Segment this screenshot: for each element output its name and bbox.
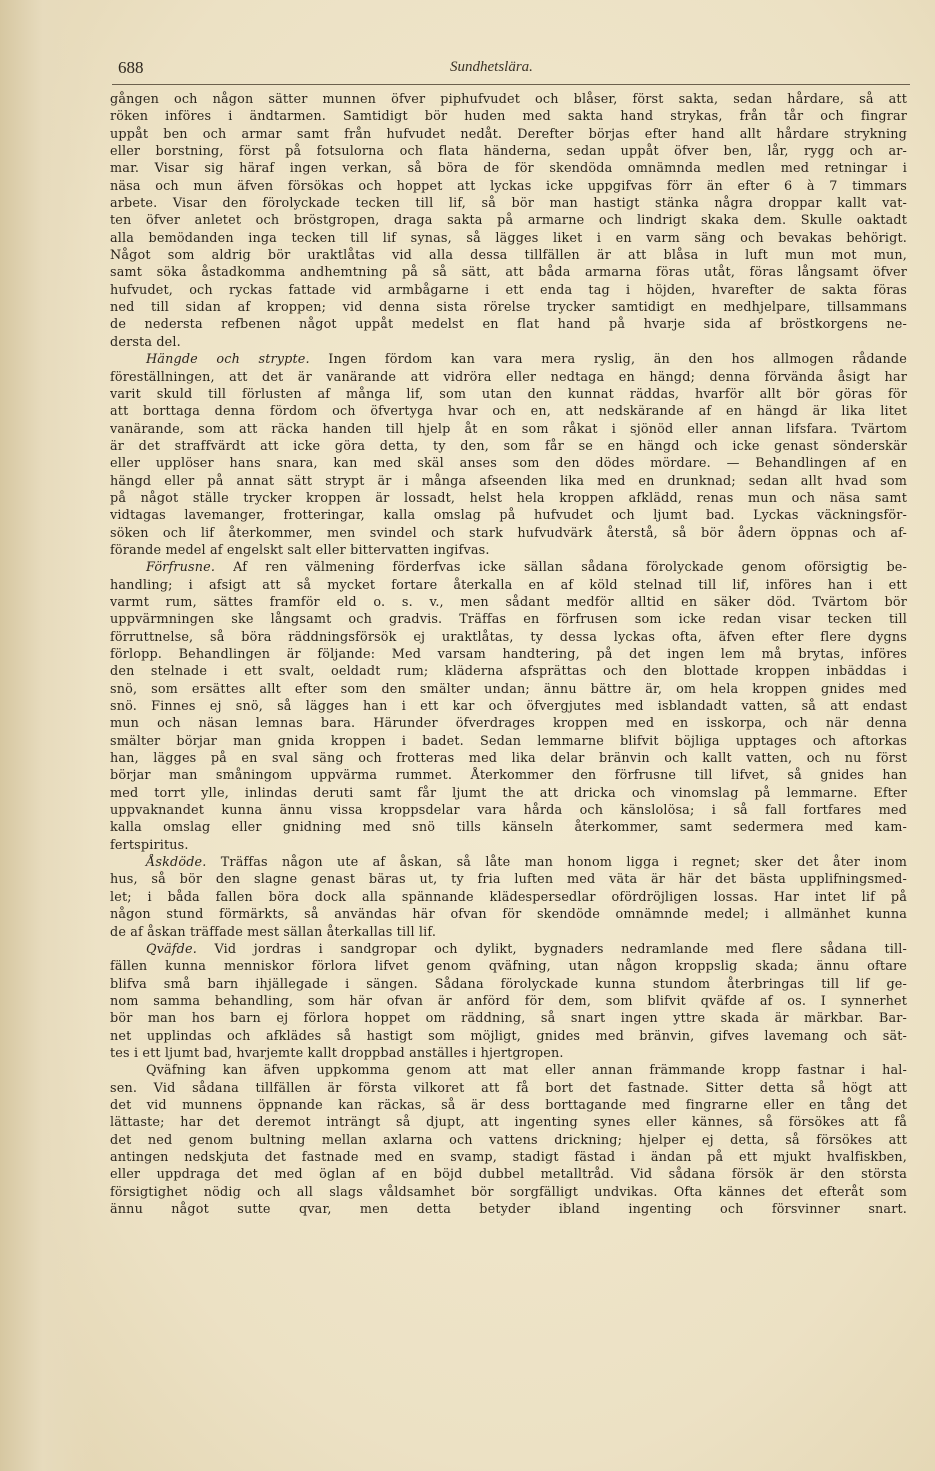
text-line: samt söka åstadkomma andhemtning på så sätt, att båda armarna föras utåt, föras långsamt öfver <box>110 265 907 281</box>
text-line: vanärande, som att räcka handen till hjelp åt en som råkat i sjönöd eller annan lifsfara. Tvärtom <box>110 421 907 437</box>
text-line: antingen nedskjuta det fastnade med en svamp, stadigt fästad i ändan på ett mjukt hvalfiskben, <box>110 1149 907 1165</box>
text-line: Qväfning kan äfven uppkomma genom att mat eller annan främmande kropp fastnar i hal- <box>146 1063 907 1079</box>
text-line: vidtagas lavemanger, frotteringar, kalla omslag på hufvudet och ljumt bad. Lyckas väckningsför- <box>110 508 907 524</box>
text-line: handling; i afsigt att så mycket fortare återkalla en af köld stelnad till lif, införes han i ett <box>110 577 907 593</box>
text-line: uppåt ben och armar samt från hufvudet nedåt. Derefter börjas efter hand allt hårdare strykning <box>110 126 907 142</box>
text-line: uppvaknandet kunna ännu vissa kroppsdelar vara hårda och känslolösa; i så fall fortfares med <box>110 803 907 819</box>
text-line: han, lägges på en sval säng och frotteras med lika delar bränvin och kallt vatten, och nu först <box>110 751 907 767</box>
text-line: den stelnade i ett svalt, oeldadt rum; kläderna afsprättas och den blottade kroppen inbäddas i <box>110 664 907 680</box>
text-line: eller uppdraga det med öglan af en böjd dubbel metalltråd. Vid sådana försök är den största <box>110 1167 907 1183</box>
text-line: de nedersta refbenen något uppåt medelst en flat hand på hvarje sida af bröstkorgens ne- <box>110 317 907 333</box>
section-heading-line: Åskdöde. Träffas någon ute af åskan, så låte man honom ligga i regnet; sker det åter inom <box>146 855 907 871</box>
text-line: bör man hos barn ej förlora hoppet om räddning, så snart ingen yttre skada är märkbar. Bar- <box>110 1011 907 1027</box>
text-line: på något ställe trycker kroppen är lossadt, helst hela kroppen afklädd, renas mun och näsa samt <box>110 490 907 506</box>
text-line: ned till sidan af kroppen; vid denna sista rörelse trycker samtidigt en medhjelpare, tillsammans <box>110 300 907 316</box>
text-line: gången och någon sätter munnen öfver piphufvudet och blåser, först sakta, sedan hårdare, så att <box>110 92 907 107</box>
text-line: det vid munnens öppnande kan räckas, så är dess borttagande med fingrarne eller en tång det <box>110 1097 907 1113</box>
running-title: Sundhetslära. <box>450 59 533 75</box>
text-line: mun och näsan lemnas bara. Härunder öfverdrages kroppen med en isskorpa, och när denna <box>110 716 907 732</box>
text-line: föreställningen, att det är vanärande att vidröra eller nedtaga en hängd; denna förvända åsigt har <box>110 369 907 385</box>
text-line: uppvärmningen ske långsamt och gradvis. Träffas en förfrusen som icke redan visar tecken till <box>110 612 907 628</box>
text-line: lättaste; har det deremot inträngt så djupt, att ingenting synes eller kännes, så försökes att få <box>110 1115 907 1131</box>
text-line: näsa och mun äfven försökas och hoppet att lyckas icke uppgifvas förr än efter 6 à 7 timmars <box>110 178 907 194</box>
text-line: alla bemödanden inga tecken till lif synas, så lägges liket i en varm säng och bevakas behörigt. <box>110 230 907 246</box>
text-line: let; i båda fallen böra dock alla spännande klädespersedlar ofördröjligen lossas. Har intet lif på <box>110 889 907 905</box>
section-heading: Qväfde. <box>146 941 197 957</box>
text-line: någon stund förmärkts, så användas här ofvan för skendöde omnämnde medel; i allmänhet kunna <box>110 907 907 923</box>
text-line: hängd eller på annat sätt strypt är i många afseenden lika med en drunknad; sedan allt hvad som <box>110 473 907 489</box>
text-line: dersta del. <box>110 334 181 350</box>
text-line: sen. Vid sådana tillfällen är första vilkoret att få bort det fastnade. Sitter detta så högt att <box>110 1080 907 1096</box>
text-line: varmt rum, sättes framför eld o. s. v., men sådant medför alltid en säker död. Tvärtom bör <box>110 594 907 610</box>
text-line: det ned genom bultning mellan axlarna och vattens drickning; hjelper ej detta, så försökes att <box>110 1132 907 1148</box>
text-line: hufvudet, och ryckas fattade vid armbågarne i ett enda tag i höjden, hvarefter de sakta föras <box>110 282 907 298</box>
header-rule <box>112 84 910 85</box>
text-line: eller upplöser hans snara, kan med skäl anses som den dödes mördare. — Behandlingen af en <box>110 456 907 472</box>
text-line: snö, som ersättes allt efter som den smälter undan; ännu bättre är, om hela kroppen gnides med <box>110 681 907 697</box>
text-line: blifva små barn ihjällegade i sängen. Sådana förolyckade kunna stundom återbringas till lif ge- <box>110 976 907 992</box>
section-heading-line: Hängde och strypte. Ingen fördom kan vara mera ryslig, än den hos allmogen rådande <box>146 352 907 368</box>
text-line: försigtighet nödig och all slags våldsamhet bör sorgfälligt undvikas. Ofta kännes det efteråt som <box>110 1184 907 1200</box>
page-header <box>118 58 908 82</box>
text-line: eller borstning, först på fotsulorna och flata händerna, sedan uppåt öfver ben, lår, rygg och ar- <box>110 144 907 160</box>
page-gutter-shadow <box>0 0 95 1471</box>
text-line: mar. Visar sig häraf ingen verkan, så böra de för skendöda omnämnda medlen med retningar i <box>110 161 907 177</box>
text-line: tes i ett ljumt bad, hvarjemte kallt droppbad anställes i hjertgropen. <box>110 1045 564 1061</box>
text-line: hus, så bör den slagne genast bäras ut, ty fria luften med väta är här det bästa upplifningsmed- <box>110 872 907 888</box>
text-line: nom samma behandling, som här ofvan är anförd för dem, som blifvit qväfde af os. I synnerhet <box>110 993 907 1009</box>
text-line: att borttaga denna fördom och öfvertyga hvar och en, att nedskärande af en hängd är lika litet <box>110 404 907 420</box>
text-line: söken och lif återkommer, men svindel och stark hufvudvärk återstå, så bör ådern öppnas och af- <box>110 525 907 541</box>
body-text <box>110 91 907 1236</box>
section-heading: Åskdöde. <box>146 855 207 871</box>
section-heading: Förfrusne. <box>146 560 216 576</box>
section-heading-line: Förfrusne. Af ren välmening förderfvas icke sällan sådana förolyckade genom oförsigtig be- <box>146 560 907 576</box>
page-number: 688 <box>118 58 144 77</box>
text-line: Något som aldrig bör uraktlåtas vid alla dessa tillfällen är att blåsa in luft mun mot mun, <box>110 248 907 264</box>
text-line: börjar man småningom uppvärma rummet. Återkommer den förfrusne till lifvet, så gnides han <box>110 768 907 784</box>
text-line: fertspiritus. <box>110 837 189 853</box>
section-heading: Hängde och strypte. <box>146 352 310 368</box>
text-line: förruttnelse, så böra räddningsförsök ej uraktlåtas, ty dessa lyckas ofta, äfven efter flere dygns <box>110 629 907 645</box>
text-line: ten öfver anletet och bröstgropen, draga sakta på armarne och lindrigt skaka dem. Skulle oaktadt <box>110 213 907 229</box>
text-line: förlopp. Behandlingen är följande: Med varsam handtering, på det ingen lem må brytas, införes <box>110 647 907 662</box>
text-line: är det straffvärdt att icke göra detta, ty den, som får se en hängd och icke genast sönderskär <box>110 438 907 454</box>
text-line: förande medel af engelskt salt eller bittervatten ingifvas. <box>110 542 490 558</box>
text-line: net upplindas och afklädes så hastigt som möjligt, gnides med bränvin, gifves lavemang och sät- <box>110 1028 907 1044</box>
text-line: ännu något sutte qvar, men detta betyder ibland ingenting och försvinner snart. <box>110 1202 907 1217</box>
text-line: varit skuld till förlusten af många lif, som utan den kunnat räddas, hvarför allt bör göras för <box>110 386 907 402</box>
text-line: snö. Finnes ej snö, så lägges han i ett kar och öfvergjutes med isblandadt vatten, så att endast <box>110 699 907 715</box>
text-line: kalla omslag eller gnidning med snö tills känseln återkommer, samt sedermera med kam- <box>110 820 907 836</box>
section-heading-line: Qväfde. Vid jordras i sandgropar och dylikt, bygnaders nedramlande med flere sådana till- <box>146 941 907 957</box>
text-line: fällen kunna menniskor förlora lifvet genom qväfning, utan någon kroppslig skada; ännu oftare <box>110 959 907 975</box>
text-line: smälter börjar man gnida kroppen i badet. Sedan lemmarne blifvit böjliga upptages och aftorkas <box>110 733 907 749</box>
text-line: röken införes i ändtarmen. Samtidigt bör huden med sakta hand strykas, från tår och fingrar <box>110 109 907 125</box>
text-line: arbete. Visar den förolyckade tecken till lif, så bör man hastigt stänka några droppar kallt vat- <box>110 196 907 212</box>
text-line <box>110 1218 907 1235</box>
text-line: med torrt ylle, inlindas deruti samt får ljumt the att dricka och vinomslag på lemmarne. Efter <box>110 785 907 801</box>
text-line: de af åskan träffade mest sällan återkallas till lif. <box>110 924 437 940</box>
